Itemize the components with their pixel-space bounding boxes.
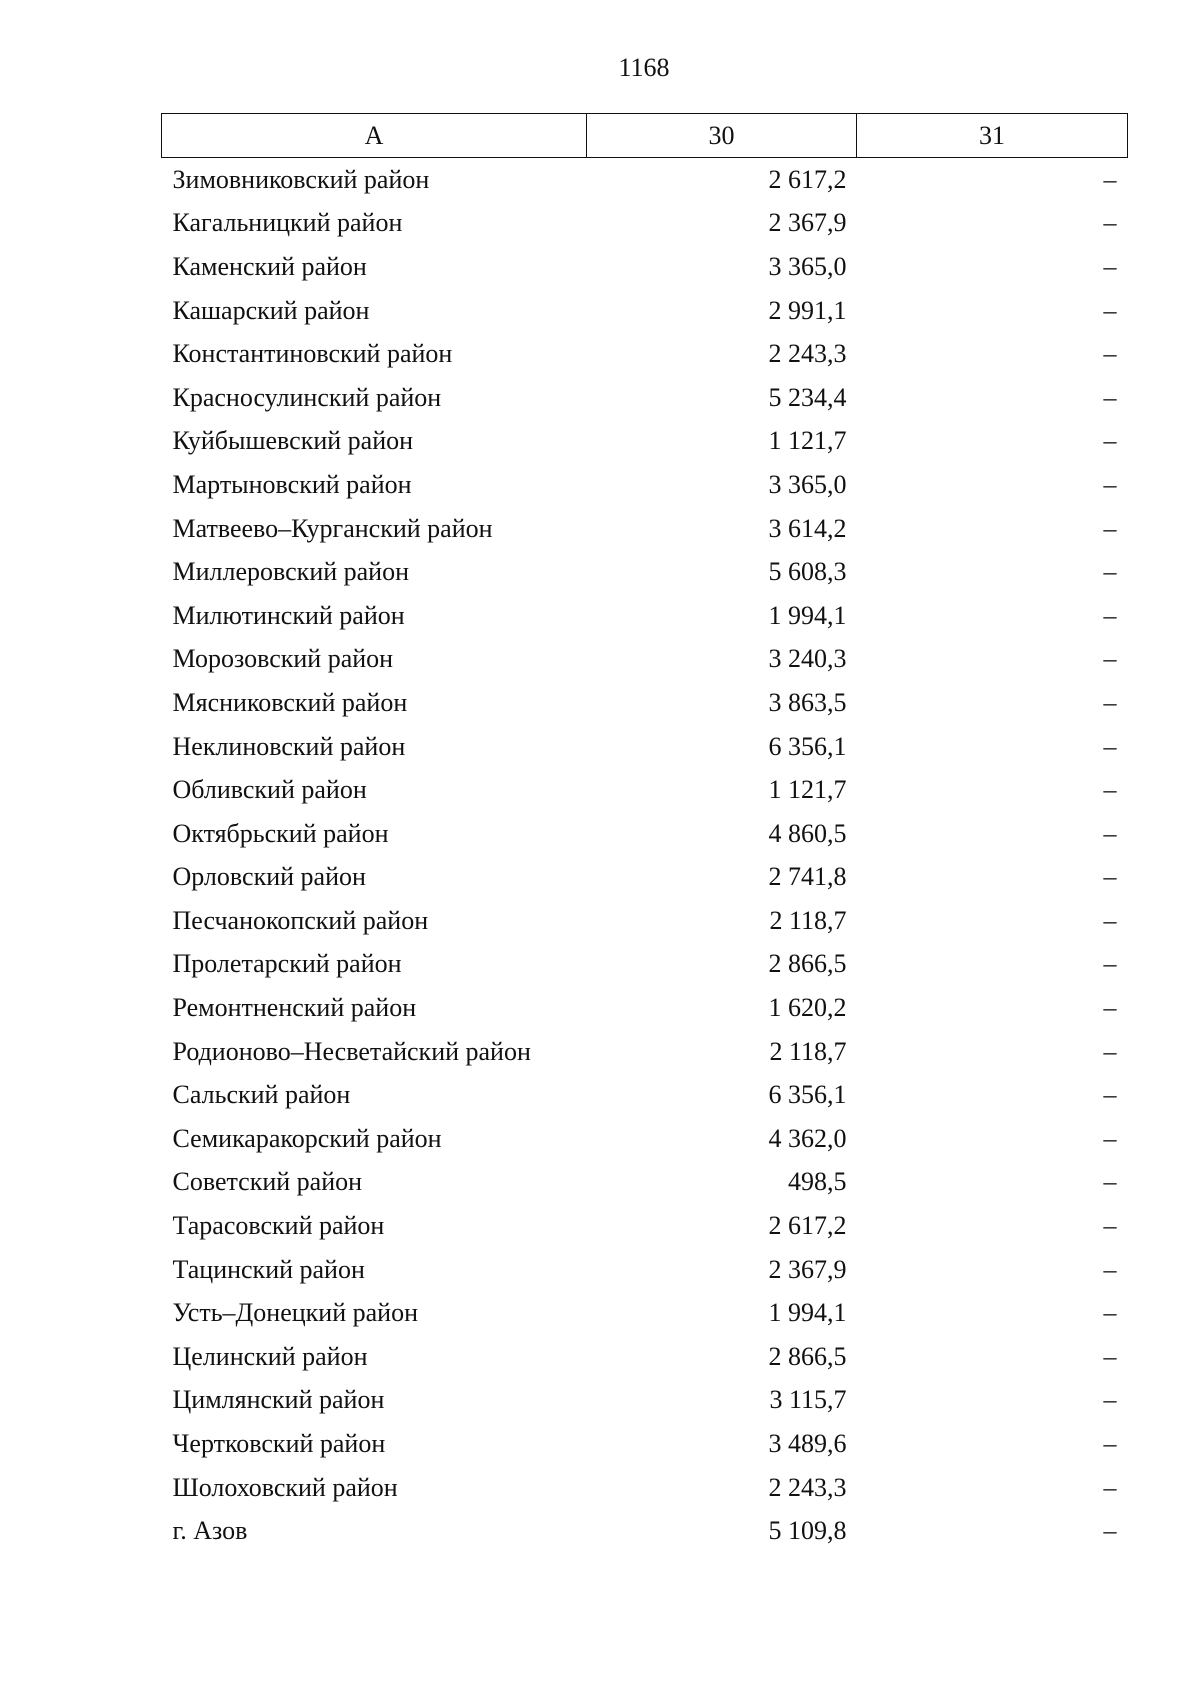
table-row <box>162 376 1128 420</box>
column-30-value-cell: 1 121,7 <box>768 426 847 456</box>
column-30-value-cell: 2 367,9 <box>768 1254 847 1284</box>
table-row <box>162 856 1128 900</box>
district-name-cell: Родионово–Несветайский район <box>172 1036 531 1066</box>
column-31-value-cell: – <box>1103 164 1117 194</box>
table-row <box>162 1030 1128 1074</box>
column-31-value-cell: – <box>1103 905 1117 935</box>
table-row <box>162 332 1128 376</box>
district-name-cell: Константиновский район <box>172 339 453 369</box>
table-row <box>162 1248 1128 1292</box>
table-body <box>162 158 1128 1554</box>
district-name-cell: Мартыновский район <box>172 469 412 499</box>
district-name-cell: Зимовниковский район <box>172 164 430 194</box>
district-name-cell: Сальский район <box>172 1080 351 1110</box>
district-name-cell: Тарасовский район <box>172 1211 385 1241</box>
district-name-cell: Ремонтненский район <box>172 993 417 1023</box>
page-number: 1168 <box>618 53 670 82</box>
column-31-value-cell: – <box>1103 1472 1117 1502</box>
column-31-value-cell: – <box>1103 993 1117 1023</box>
column-30-value-cell: 3 365,0 <box>768 251 847 281</box>
table-row <box>162 158 1128 202</box>
district-name-cell: Орловский район <box>172 862 366 892</box>
column-30-value-cell: 2 367,9 <box>768 208 847 238</box>
column-30-value-cell: 3 365,0 <box>768 469 847 499</box>
column-30-value-cell: 3 614,2 <box>768 513 847 543</box>
column-31-value-cell: – <box>1103 1298 1117 1328</box>
column-30-value-cell: 4 362,0 <box>768 1123 847 1153</box>
table-row <box>162 420 1128 464</box>
district-name-cell: Октябрьский район <box>172 818 389 848</box>
column-31-value-cell: – <box>1103 1167 1117 1197</box>
district-name-cell: Тацинский район <box>172 1254 365 1284</box>
table-row <box>162 463 1128 507</box>
column-30-value-cell: 1 121,7 <box>768 775 847 805</box>
district-name-cell: Усть–Донецкий район <box>172 1298 418 1328</box>
district-name-cell: Мясниковский район <box>172 687 408 717</box>
column-31-value-cell: – <box>1103 339 1117 369</box>
district-name-cell: Кашарский район <box>172 295 370 325</box>
table-header <box>162 114 1128 158</box>
column-30-value-cell: 3 115,7 <box>769 1385 847 1415</box>
column-31-value-cell: – <box>1103 1429 1117 1459</box>
column-31-value-cell: – <box>1103 1080 1117 1110</box>
table-row <box>162 1466 1128 1510</box>
district-name-cell: Советский район <box>172 1167 363 1197</box>
table-row <box>162 681 1128 725</box>
table-row <box>162 1509 1128 1553</box>
header-cell-30: 30 <box>587 114 857 158</box>
column-31-value-cell: – <box>1103 1211 1117 1241</box>
district-name-cell: Цимлянский район <box>172 1385 385 1415</box>
column-30-value-cell: 5 608,3 <box>768 557 847 587</box>
column-30-value-cell: 2 118,7 <box>769 905 847 935</box>
column-31-value-cell: – <box>1103 862 1117 892</box>
table-row <box>162 899 1128 943</box>
column-31-value-cell: – <box>1103 775 1117 805</box>
district-name-cell: Неклиновский район <box>172 731 406 761</box>
table-row <box>162 1422 1128 1466</box>
column-31-value-cell: – <box>1103 818 1117 848</box>
column-30-value-cell: 5 109,8 <box>768 1516 847 1546</box>
table-row <box>162 1073 1128 1117</box>
district-name-cell: Песчанокопский район <box>172 905 429 935</box>
district-name-cell: Семикаракорский район <box>172 1123 442 1153</box>
column-30-value-cell: 2 617,2 <box>768 1211 847 1241</box>
column-30-value-cell: 3 240,3 <box>768 644 847 674</box>
header-cell-31: 31 <box>857 114 1128 158</box>
column-30-value-cell: 498,5 <box>788 1167 847 1197</box>
district-name-cell: Миллеровский район <box>172 557 410 587</box>
table-header-row <box>162 114 1128 158</box>
column-30-value-cell: 2 243,3 <box>768 339 847 369</box>
table-row <box>162 725 1128 769</box>
table-row <box>162 1291 1128 1335</box>
district-name-cell: г. Азов <box>172 1516 248 1546</box>
table-row <box>162 245 1128 289</box>
table-row <box>162 1117 1128 1161</box>
column-31-value-cell: – <box>1103 731 1117 761</box>
column-31-value-cell: – <box>1103 469 1117 499</box>
column-31-value-cell: – <box>1103 251 1117 281</box>
column-31-value-cell: – <box>1103 1385 1117 1415</box>
table-row <box>162 638 1128 682</box>
district-name-cell: Кагальницкий район <box>172 208 403 238</box>
table-row <box>162 289 1128 333</box>
column-30-value-cell: 5 234,4 <box>768 382 847 412</box>
column-30-value-cell: 2 741,8 <box>768 862 847 892</box>
table-row <box>162 507 1128 551</box>
column-30-value-cell: 2 118,7 <box>769 1036 847 1066</box>
table-row <box>162 943 1128 987</box>
district-name-cell: Красносулинский район <box>172 382 442 412</box>
district-name-cell: Обливский район <box>172 775 367 805</box>
column-31-value-cell: – <box>1103 687 1117 717</box>
column-31-value-cell: – <box>1103 1123 1117 1153</box>
column-30-value-cell: 3 489,6 <box>768 1429 847 1459</box>
district-name-cell: Морозовский район <box>172 644 394 674</box>
column-30-value-cell: 4 860,5 <box>768 818 847 848</box>
column-30-value-cell: 2 617,2 <box>768 164 847 194</box>
column-30-value-cell: 6 356,1 <box>768 731 847 761</box>
district-name-cell: Матвеево–Курганский район <box>172 513 493 543</box>
table-row <box>162 812 1128 856</box>
column-30-value-cell: 1 620,2 <box>768 993 847 1023</box>
district-name-cell: Куйбышевский район <box>172 426 414 456</box>
table-row <box>162 1335 1128 1379</box>
column-30-value-cell: 3 863,5 <box>768 687 847 717</box>
table-row <box>162 550 1128 594</box>
table-row <box>162 1379 1128 1423</box>
header-cell-a: А <box>162 114 587 158</box>
column-30-value-cell: 6 356,1 <box>768 1080 847 1110</box>
column-30-value-cell: 2 866,5 <box>768 949 847 979</box>
column-31-value-cell: – <box>1103 949 1117 979</box>
table-row <box>162 768 1128 812</box>
column-31-value-cell: – <box>1103 1036 1117 1066</box>
column-31-value-cell: – <box>1103 208 1117 238</box>
column-30-value-cell: 2 991,1 <box>768 295 847 325</box>
column-30-value-cell: 2 866,5 <box>768 1341 847 1371</box>
column-31-value-cell: – <box>1103 600 1117 630</box>
column-31-value-cell: – <box>1103 426 1117 456</box>
district-name-cell: Пролетарский район <box>172 949 402 979</box>
district-name-cell: Чертковский район <box>172 1429 386 1459</box>
table-row <box>162 1204 1128 1248</box>
table-row <box>162 986 1128 1030</box>
column-31-value-cell: – <box>1103 1254 1117 1284</box>
district-name-cell: Целинский район <box>172 1341 368 1371</box>
table-row <box>162 202 1128 246</box>
column-31-value-cell: – <box>1103 382 1117 412</box>
district-name-cell: Каменский район <box>172 251 367 281</box>
column-31-value-cell: – <box>1103 295 1117 325</box>
column-31-value-cell: – <box>1103 644 1117 674</box>
data-table <box>161 113 1128 1553</box>
district-name-cell: Шолоховский район <box>172 1472 398 1502</box>
district-name-cell: Милютинский район <box>172 600 405 630</box>
column-31-value-cell: – <box>1103 1341 1117 1371</box>
column-31-value-cell: – <box>1103 557 1117 587</box>
table-row <box>162 594 1128 638</box>
column-30-value-cell: 2 243,3 <box>768 1472 847 1502</box>
column-31-value-cell: – <box>1103 513 1117 543</box>
table-row <box>162 1161 1128 1205</box>
column-31-value-cell: – <box>1103 1516 1117 1546</box>
column-30-value-cell: 1 994,1 <box>768 1298 847 1328</box>
column-30-value-cell: 1 994,1 <box>768 600 847 630</box>
